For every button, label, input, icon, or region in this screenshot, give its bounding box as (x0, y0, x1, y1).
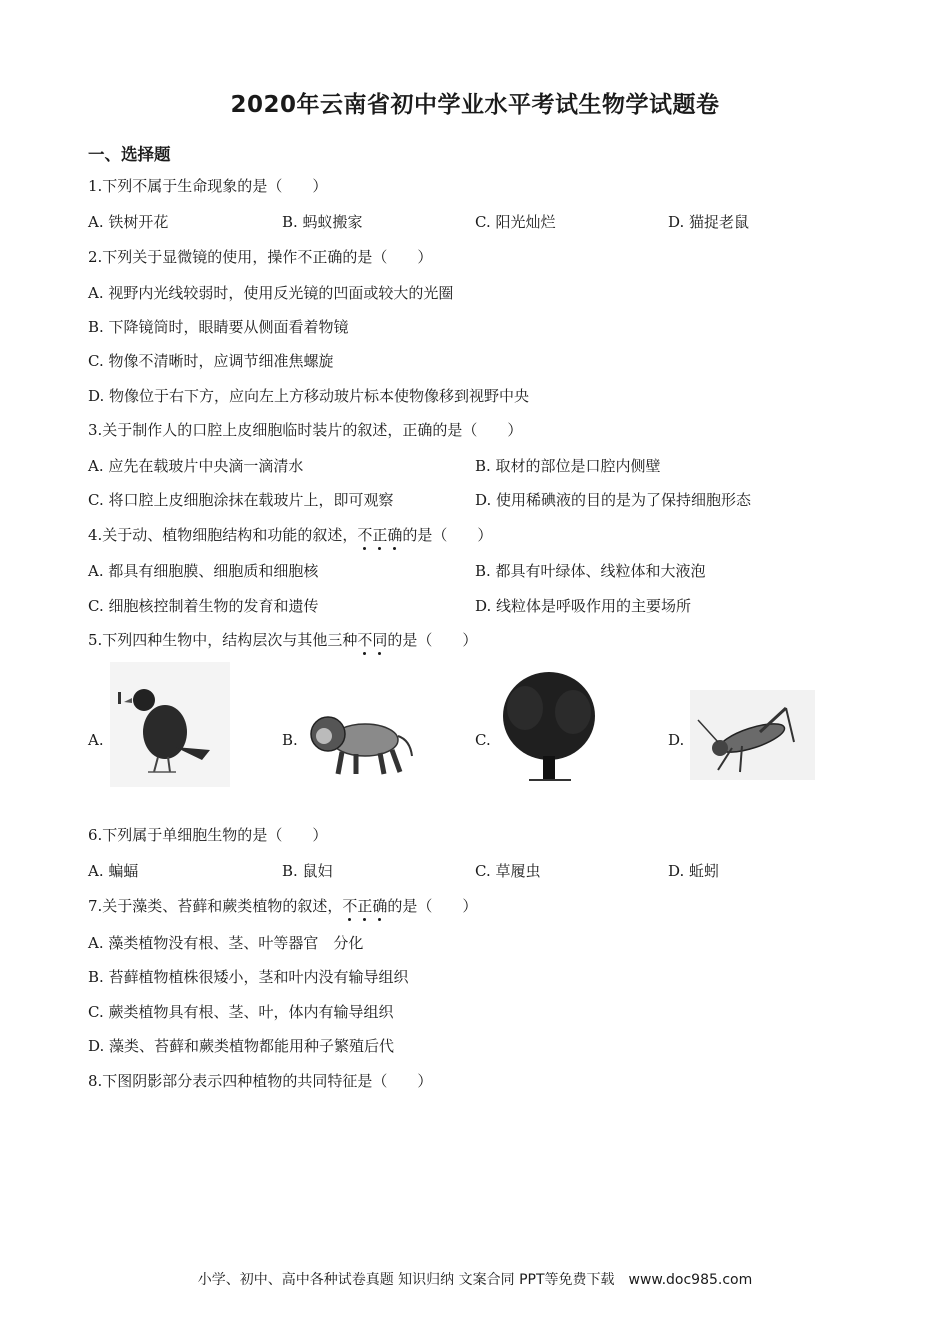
emphasis-char: 正 (372, 526, 388, 544)
lion-image (300, 700, 415, 780)
question-6-stem: 6.下列属于单细胞生物的是（ ） (88, 826, 328, 844)
tree-image (495, 668, 603, 783)
question-2-stem: 2.下列关于显微镜的使用，操作不正确的是（ ） (88, 248, 433, 266)
grasshopper-image (690, 690, 815, 780)
question-1-option-c: C. 阳光灿烂 (475, 213, 556, 231)
question-3-option-c: C. 将口腔上皮细胞涂抹在载玻片上，即可观察 (88, 491, 394, 509)
question-1-option-a: A. 铁树开花 (88, 213, 169, 231)
question-3-stem: 3.关于制作人的口腔上皮细胞临时装片的叙述，正确的是（ ） (88, 421, 523, 439)
question-5-option-c: C. (475, 731, 491, 749)
bird-image (110, 662, 230, 787)
question-5-option-b: B. (282, 731, 298, 749)
page-title: 2020年云南省初中学业水平考试生物学试题卷 (230, 92, 720, 118)
question-1-stem: 1.下列不属于生命现象的是（ ） (88, 177, 328, 195)
question-1-option-d: D. 猫捉老鼠 (668, 213, 750, 231)
question-5-stem-tail: 的是（ ） (387, 631, 478, 649)
question-7-option-a: A. 藻类植物没有根、茎、叶等器官 分化 (88, 934, 364, 952)
question-5-stem-text: 5.下列四种生物中，结构层次与其他三种 (88, 631, 358, 649)
section-heading: 一、选择题 (88, 145, 171, 164)
question-8-stem: 8.下图阴影部分表示四种植物的共同特征是（ ） (88, 1072, 433, 1090)
question-2-option-b: B. 下降镜筒时，眼睛要从侧面看着物镜 (88, 318, 349, 336)
emphasis-char: 确 (372, 897, 388, 915)
question-7-option-b: B. 苔藓植物植株很矮小，茎和叶内没有输导组织 (88, 968, 409, 986)
question-3-option-d: D. 使用稀碘液的目的是为了保持细胞形态 (475, 491, 752, 509)
emphasis-char: 确 (387, 526, 403, 544)
question-5-option-a: A. (88, 731, 104, 749)
emphasis-char: 不 (357, 631, 373, 649)
question-7-stem (88, 896, 477, 916)
question-7-stem-tail: 的是（ ） (387, 897, 478, 915)
question-2-option-c: C. 物像不清晰时，应调节细准焦螺旋 (88, 352, 334, 370)
question-2-option-d: D. 物像位于右下方，应向左上方移动玻片标本使物像移到视野中央 (88, 387, 530, 405)
emphasis-char: 不 (357, 526, 373, 544)
question-2-option-a: A. 视野内光线较弱时，使用反光镜的凹面或较大的光圈 (88, 284, 454, 302)
question-5-stem (88, 630, 477, 650)
question-6-option-b: B. 鼠妇 (282, 862, 333, 880)
emphasis-char: 正 (357, 897, 373, 915)
question-4-option-d: D. 线粒体是呼吸作用的主要场所 (475, 597, 692, 615)
question-4-stem (88, 525, 492, 545)
question-4-stem-text: 4.关于动、植物细胞结构和功能的叙述， (88, 526, 358, 544)
question-6-option-c: C. 草履虫 (475, 862, 541, 880)
page-footer: 小学、初中、高中各种试卷真题 知识归纳 文案合同 PPT等免费下载 www.doc985.com (197, 1272, 753, 1288)
emphasis-char: 同 (372, 631, 388, 649)
question-3-option-b: B. 取材的部位是口腔内侧壁 (475, 457, 661, 475)
question-4-option-c: C. 细胞核控制着生物的发育和遗传 (88, 597, 319, 615)
question-4-stem-tail: 的是（ ） (402, 526, 493, 544)
question-4-option-b: B. 都具有叶绿体、线粒体和大液泡 (475, 562, 706, 580)
emphasis-char: 不 (342, 897, 358, 915)
question-5-option-d: D. (668, 731, 685, 749)
question-7-option-c: C. 蕨类植物具有根、茎、叶，体内有输导组织 (88, 1003, 394, 1021)
question-6-option-a: A. 蝙蝠 (88, 862, 139, 880)
question-6-option-d: D. 蚯蚓 (668, 862, 720, 880)
question-3-option-a: A. 应先在载玻片中央滴一滴清水 (88, 457, 304, 475)
question-7-option-d: D. 藻类、苔藓和蕨类植物都能用种子繁殖后代 (88, 1037, 395, 1055)
question-7-stem-text: 7.关于藻类、苔藓和蕨类植物的叙述， (88, 897, 343, 915)
question-4-option-a: A. 都具有细胞膜、细胞质和细胞核 (88, 562, 319, 580)
question-1-option-b: B. 蚂蚁搬家 (282, 213, 363, 231)
